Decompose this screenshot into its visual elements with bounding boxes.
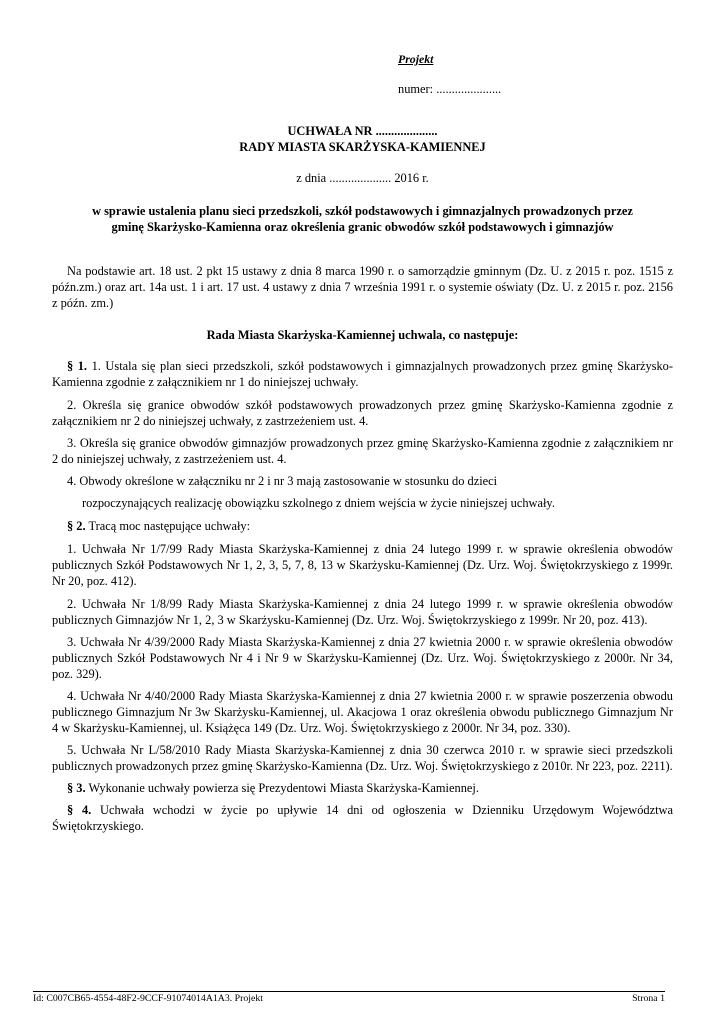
section-4-text: Uchwała wchodzi w życie po upływie 14 dni od ogłoszenia w Dzienniku Urzędowym Województwa Świętokrzyskiego. [52, 803, 673, 833]
section-3-paragraph [52, 780, 673, 796]
section-4-mark: § 4. [67, 803, 92, 817]
section-2-mark: § 2. [67, 519, 86, 533]
council-name: RADY MIASTA SKARŻYSKA-KAMIENNEJ [239, 140, 486, 154]
section-3-text: Wykonanie uchwały powierza się Prezydentowi Miasta Skarżyska-Kamiennej. [88, 781, 479, 795]
repealed-resolution-item: 4. Uchwała Nr 4/40/2000 Rady Miasta Skarżyska-Kamiennej z dnia 27 kwietnia 2000 r. w sprawie poszerzenia obwodu publicznego Gimnazjum Nr 3w Skarżysku-Kamiennej, ul. Akacjowa 1 oraz określenia obwodu publicznego Gimnazjum Nr 4 w Skarżysku-Kamiennej, ul. Książęca 149 (Dz. Urz. Woj. Świętokrzyskiego z 2000r. Nr 34, poz. 330). [52, 689, 673, 735]
section-1-item: rozpoczynających realizację obowiązku szkolnego z dniem wejścia w życie niniejszej uchwały. [82, 496, 555, 510]
subject-line: gminę Skarżysko-Kamienna oraz określenia granic obwodów szkół podstawowych i gimnazjów [111, 220, 614, 234]
repealed-resolution-item: 2. Uchwała Nr 1/8/99 Rady Miasta Skarżyska-Kamiennej z dnia 24 lutego 1999 r. w sprawie określenia obwodów publicznych Gimnazjów Nr 1, 2, 3 w Skarżysku-Kamiennej (Dz. Urz. Woj. Świętokrzyskiego z 1999r. Nr 20, poz. 413). [52, 597, 673, 627]
section-2-paragraph [52, 518, 673, 534]
section-1-mark: § 1. [67, 359, 88, 373]
section-1-item: 4. Obwody określone w załączniku nr 2 i nr 3 mają zastosowanie w stosunku do dzieci [67, 474, 498, 488]
subject-line: w sprawie ustalenia planu sieci przedszkoli, szkół podstawowych i gimnazjalnych prowadzonych przez [92, 204, 633, 218]
resolution-date: z dnia .................... 2016 r. [296, 171, 429, 185]
page-number: Strona 1 [632, 993, 665, 1004]
document-id: Id: C007CB65-4554-48F2-9CCF-91074014A1A3. Projekt [33, 993, 263, 1004]
section-3-mark: § 3. [67, 781, 86, 795]
section-1-text: 1. Ustala się plan sieci przedszkoli, szkół podstawowych i gimnazjalnych prowadzonych przez gminę Skarżysko-Kamienna zgodnie z załącznikiem nr 1 do niniejszej uchwały. [52, 359, 673, 389]
resolution-heading [52, 123, 673, 155]
legal-basis: Na podstawie art. 18 ust. 2 pkt 15 ustawy z dnia 8 marca 1990 r. o samorządzie gminnym (Dz. U. z 2015 r. poz. 1515 z późn.zm.) oraz art. 14a ust. 1 i art. 17 ust. 4 ustawy z dnia 7 września 1991 r. o systemie oświaty (Dz. U. z 2015 r. poz. 2156 z późn. zm.) [52, 264, 673, 310]
repealed-resolution-item: 1. Uchwała Nr 1/7/99 Rady Miasta Skarżyska-Kamiennej z dnia 24 lutego 1999 r. w sprawie określenia obwodów publicznych Szkół Podstawowych Nr 1, 2, 3, 5, 7, 8, 13 w Skarżysku-Kamiennej (Dz. Urz. Woj. Świętokrzyskiego z 1999r. Nr 20, poz. 412). [52, 542, 673, 588]
repealed-resolution-item: 3. Uchwała Nr 4/39/2000 Rady Miasta Skarżyska-Kamiennej z dnia 27 kwietnia 2000 r. w sprawie określenia obwodów publicznych Szkół Podstawowych Nr 4 i Nr 9 w Skarżysku-Kamiennej (Dz. Urz. Woj. Świętokrzyskiego z 2000r. Nr 34, poz. 329). [52, 635, 673, 681]
section-4-paragraph [52, 802, 673, 834]
section-1-paragraph [52, 358, 673, 390]
draft-label: Projekt [398, 52, 434, 66]
footer-divider [33, 991, 665, 992]
enactment-formula: Rada Miasta Skarżyska-Kamiennej uchwala, co następuje: [206, 328, 519, 342]
draft-number: numer: ..................... [398, 82, 502, 96]
repealed-resolution-item: 5. Uchwała Nr L/58/2010 Rady Miasta Skarżyska-Kamiennej z dnia 30 czerwca 2010 r. w sprawie sieci przedszkoli publicznych prowadzonych przez gminę Skarżysko-Kamienna (Dz. Urz. Woj. Świętokrzyskiego z 2010r. Nr 223, poz. 2211). [52, 743, 673, 773]
document-body [52, 123, 673, 834]
section-2-intro: Tracą moc następujące uchwały: [88, 519, 251, 533]
section-1-item: 3. Określa się granice obwodów gimnazjów prowadzonych przez gminę Skarżysko-Kamienna zgodnie z załącznikiem nr 2 do niniejszej uchwały, z zastrzeżeniem ust. 4. [52, 436, 673, 466]
resolution-subject [52, 203, 673, 235]
section-1-item: 2. Określa się granice obwodów szkół podstawowych prowadzonych przez gminę Skarżysko-Kamienna zgodnie z załącznikiem nr 2 do niniejszej uchwały, z zastrzeżeniem ust. 4. [52, 398, 673, 428]
resolution-number: UCHWAŁA NR .................... [287, 124, 438, 138]
